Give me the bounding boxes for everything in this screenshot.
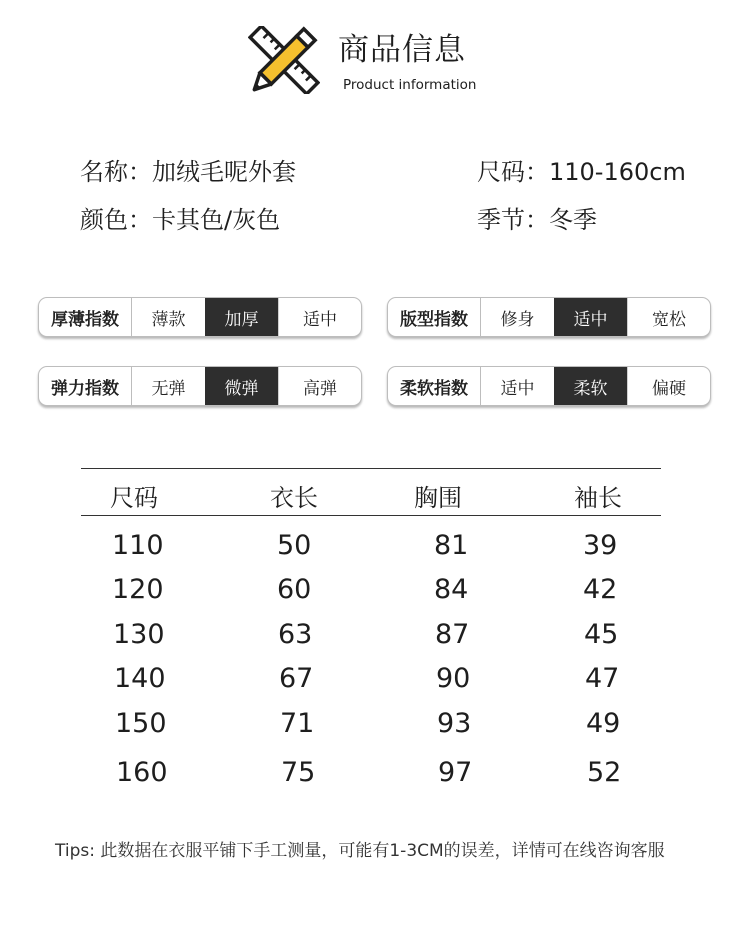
index-label: 厚薄指数 bbox=[39, 298, 132, 336]
index-option: 适中 bbox=[500, 378, 535, 399]
fit-index bbox=[387, 297, 711, 337]
page-subtitle: Product information bbox=[343, 77, 477, 93]
table-cell: 71 bbox=[280, 708, 315, 739]
table-cell: 42 bbox=[583, 574, 618, 605]
table-cell: 49 bbox=[586, 708, 621, 739]
table-header-sleeve: 袖长 bbox=[574, 484, 622, 512]
index-option-selected: 柔软 bbox=[554, 367, 627, 405]
table-header-rule bbox=[81, 515, 661, 516]
index-option: 适中 bbox=[278, 298, 361, 336]
thickness-index bbox=[38, 297, 362, 337]
table-cell: 97 bbox=[438, 757, 473, 788]
table-header-size: 尺码 bbox=[110, 484, 158, 512]
table-cell: 160 bbox=[116, 757, 168, 788]
table-cell: 50 bbox=[277, 530, 312, 561]
table-cell: 81 bbox=[434, 530, 469, 561]
table-cell: 45 bbox=[584, 619, 619, 650]
table-cell: 63 bbox=[278, 619, 313, 650]
table-cell: 130 bbox=[113, 619, 165, 650]
index-option-selected: 微弹 bbox=[205, 367, 278, 405]
product-color: 颜色：卡其色/灰色 bbox=[80, 206, 281, 234]
index-option-selected: 适中 bbox=[554, 298, 627, 336]
page-title: 商品信息 bbox=[338, 32, 466, 68]
index-label: 版型指数 bbox=[388, 298, 481, 336]
table-top-rule bbox=[81, 468, 661, 469]
table-cell: 140 bbox=[114, 663, 166, 694]
table-cell: 90 bbox=[436, 663, 471, 694]
table-cell: 47 bbox=[585, 663, 620, 694]
index-option: 修身 bbox=[500, 309, 535, 330]
index-option: 宽松 bbox=[627, 298, 710, 336]
table-cell: 120 bbox=[112, 574, 164, 605]
measurement-tips: Tips: 此数据在衣服平铺下手工测量，可能有1-3CM的误差，详情可在线咨询客服 bbox=[55, 841, 665, 861]
table-header-length: 衣长 bbox=[270, 484, 318, 512]
product-name: 名称：加绒毛呢外套 bbox=[80, 158, 296, 186]
product-season: 季节：冬季 bbox=[477, 206, 597, 234]
table-cell: 93 bbox=[437, 708, 472, 739]
table-cell: 67 bbox=[279, 663, 314, 694]
softness-index bbox=[387, 366, 711, 406]
table-cell: 60 bbox=[277, 574, 312, 605]
ruler-pencil-icon bbox=[248, 26, 320, 94]
table-cell: 75 bbox=[281, 757, 316, 788]
index-option: 高弹 bbox=[278, 367, 361, 405]
table-cell: 52 bbox=[587, 757, 622, 788]
table-cell: 110 bbox=[112, 530, 164, 561]
elasticity-index bbox=[38, 366, 362, 406]
table-cell: 39 bbox=[583, 530, 618, 561]
index-option-selected: 加厚 bbox=[205, 298, 278, 336]
product-size-range: 尺码：110-160cm bbox=[477, 158, 686, 186]
table-cell: 84 bbox=[434, 574, 469, 605]
table-header-chest: 胸围 bbox=[414, 484, 462, 512]
index-option: 无弹 bbox=[151, 378, 186, 399]
index-option: 偏硬 bbox=[627, 367, 710, 405]
table-cell: 150 bbox=[115, 708, 167, 739]
index-label: 柔软指数 bbox=[388, 367, 481, 405]
index-option: 薄款 bbox=[151, 309, 186, 330]
table-cell: 87 bbox=[435, 619, 470, 650]
index-label: 弹力指数 bbox=[39, 367, 132, 405]
